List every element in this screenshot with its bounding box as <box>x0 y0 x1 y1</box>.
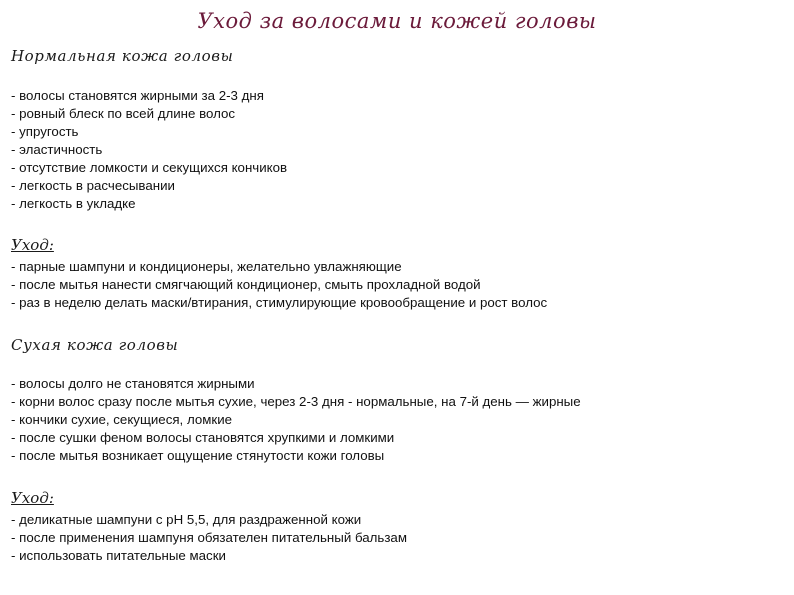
list-item: - после мытья нанести смягчающий кондиционер, смыть прохладной водой <box>11 276 547 294</box>
list-item: - корни волос сразу после мытья сухие, через 2-3 дня - нормальные, на 7-й день — жирные <box>11 393 581 411</box>
normal-scalp-heading: Нормальная кожа головы <box>11 47 234 65</box>
normal-care-label: Уход: <box>11 236 54 254</box>
normal-care-list <box>11 258 547 312</box>
list-item: - легкость в расчесывании <box>11 177 287 195</box>
list-item: - деликатные шампуни с pH 5,5, для раздраженной кожи <box>11 511 407 529</box>
list-item: - легкость в укладке <box>11 195 287 213</box>
list-item: - после применения шампуня обязателен питательный бальзам <box>11 529 407 547</box>
list-item: - после мытья возникает ощущение стянутости кожи головы <box>11 447 581 465</box>
dry-scalp-heading: Сухая кожа головы <box>11 336 179 354</box>
dry-care-list <box>11 511 407 565</box>
list-item: - использовать питательные маски <box>11 547 407 565</box>
list-item: - волосы долго не становятся жирными <box>11 375 581 393</box>
list-item: - упругость <box>11 123 287 141</box>
page-title: Уход за волосами и кожей головы <box>197 9 597 33</box>
list-item: - ровный блеск по всей длине волос <box>11 105 287 123</box>
list-item: - парные шампуни и кондиционеры, желательно увлажняющие <box>11 258 547 276</box>
dry-care-label: Уход: <box>11 489 54 507</box>
list-item: - кончики сухие, секущиеся, ломкие <box>11 411 581 429</box>
dry-traits-list <box>11 375 581 465</box>
list-item: - волосы становятся жирными за 2-3 дня <box>11 87 287 105</box>
list-item: - эластичность <box>11 141 287 159</box>
normal-traits-list <box>11 87 287 213</box>
list-item: - после сушки феном волосы становятся хрупкими и ломкими <box>11 429 581 447</box>
list-item: - отсутствие ломкости и секущихся кончиков <box>11 159 287 177</box>
list-item: - раз в неделю делать маски/втирания, стимулирующие кровообращение и рост волос <box>11 294 547 312</box>
